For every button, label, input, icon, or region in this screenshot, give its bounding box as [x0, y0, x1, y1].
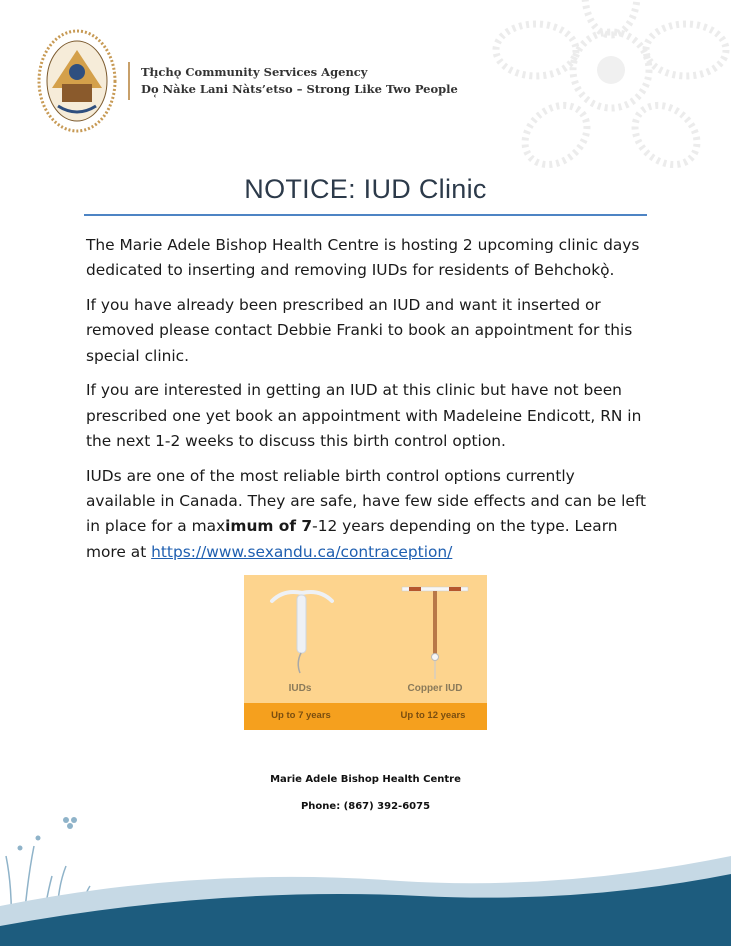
org-name: Tłı̨chǫ Community Services Agency: [141, 65, 368, 79]
copper-duration: Up to 12 years: [400, 710, 466, 721]
org-header: [141, 64, 458, 98]
wave-grass-decoration: [0, 786, 731, 946]
footer-phone: Phone: (867) 392-6075: [300, 801, 431, 812]
notice-title: NOTICE: IUD Clinic: [244, 174, 487, 204]
notice-body: [86, 233, 646, 575]
paragraph-2: If you have already been prescribed an IUD and want it inserted or removed please contact Debbie Franki to book an appointment for this special clinic.: [86, 296, 633, 365]
header-divider: [128, 62, 130, 100]
agency-seal-icon: [36, 28, 118, 134]
beaded-flower-decoration: [461, 0, 731, 200]
paragraph-3: If you are interested in getting an IUD at this clinic but have not been prescribed one yet book an appointment with Madeleine Endicott, RN in the next 1-2 weeks to discuss this birth control option.: [86, 381, 642, 451]
title-underline: [84, 214, 647, 216]
copper-iud-label: Copper IUD: [407, 683, 463, 694]
paragraph-4-text-c: -12 years depending on the type. Learn more at: [86, 517, 618, 561]
paragraph-1: The Marie Adele Bishop Health Centre is hosting 2 upcoming clinic days dedicated to inserting and removing IUDs for residents of Behchokǫ̀.: [86, 236, 640, 280]
org-motto: Do̜ Nàke Lani Nàts’etso – Strong Like Two People: [141, 82, 458, 96]
hormonal-iud-label: IUDs: [288, 683, 312, 694]
iud-infographic: [244, 575, 487, 730]
duration-band: [244, 703, 487, 730]
paragraph-4: [86, 464, 646, 565]
paragraph-4-text-a: IUDs are one of the most reliable birth control options currently available in Canada. They are safe, have few side effects and can be left in place for a max: [86, 466, 646, 536]
sexandu-link[interactable]: https://www.sexandu.ca/contraception/: [151, 542, 453, 561]
paragraph-4-bold: imum of 7: [225, 517, 313, 536]
footer-centre-name: Marie Adele Bishop Health Centre: [270, 774, 461, 785]
hormonal-duration: Up to 7 years: [271, 710, 331, 721]
